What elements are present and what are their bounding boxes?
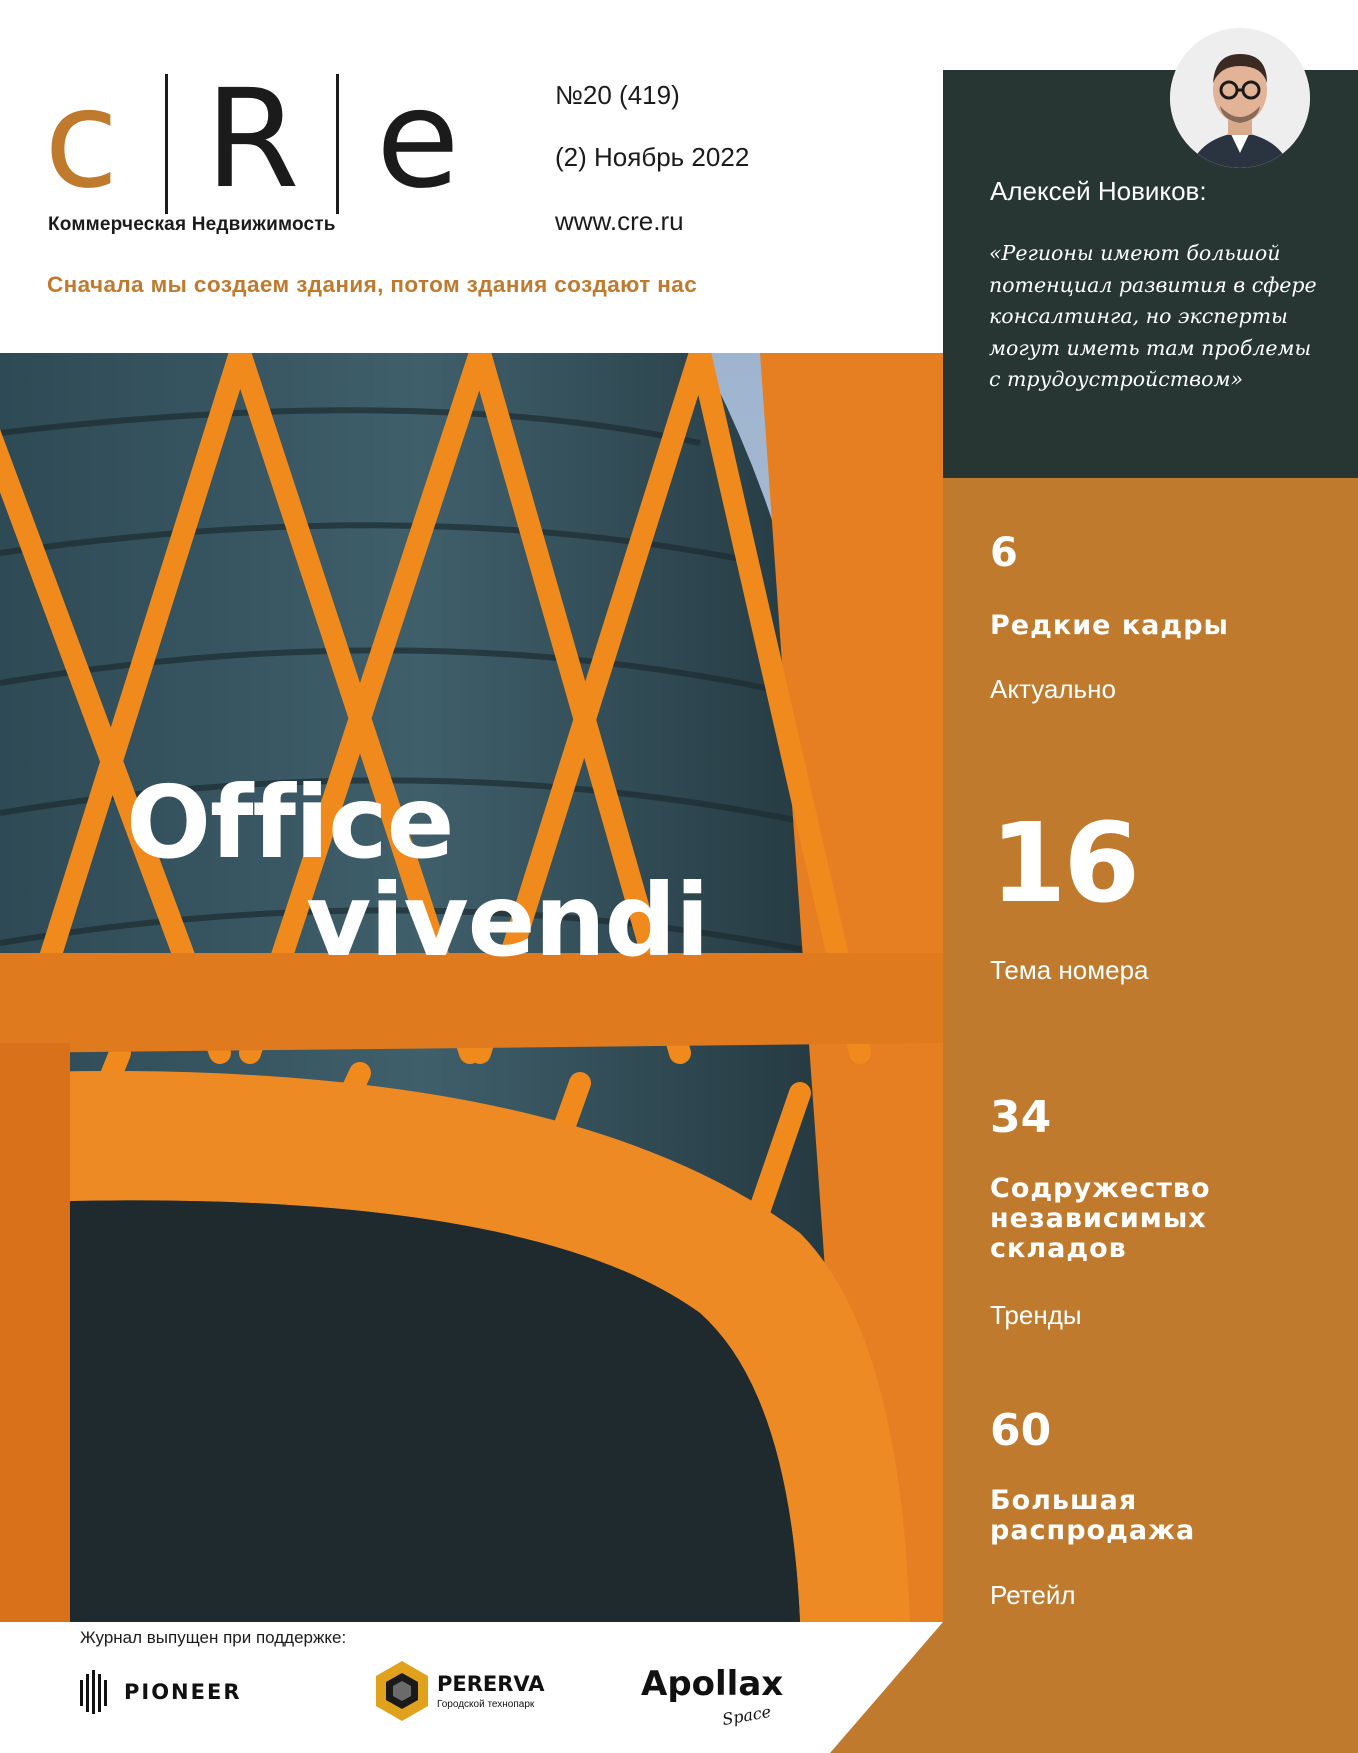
interview-name: Алексей Новиков: bbox=[990, 176, 1207, 206]
slogan: Сначала мы создаем здания, потом здания создают нас bbox=[47, 272, 698, 297]
portrait-illustration bbox=[1170, 28, 1310, 168]
cover-title-line2: vivendi bbox=[306, 862, 709, 979]
sponsor-name: Apollax bbox=[641, 1664, 784, 1704]
toc-section: Ретейл bbox=[990, 1580, 1076, 1610]
issue-date: (2) Ноябрь 2022 bbox=[555, 142, 750, 172]
sponsor-name: PIONEER bbox=[124, 1680, 242, 1704]
cover-title-line1: Office bbox=[126, 764, 454, 881]
toc-page-number: 60 bbox=[990, 1405, 1052, 1456]
toc-section: Тренды bbox=[990, 1300, 1082, 1330]
logo-divider bbox=[165, 74, 168, 214]
building-illustration bbox=[0, 353, 943, 1622]
logo-letter-c: c bbox=[44, 61, 119, 219]
toc-page-number: 6 bbox=[990, 530, 1018, 576]
pioneer-logo-icon bbox=[80, 1670, 110, 1714]
cover-photo bbox=[0, 353, 943, 1622]
pererva-logo-icon bbox=[376, 1661, 428, 1721]
interview-quote: «Регионы имеют большой потенциал развития в сфере консалтинга, но эксперты могут иметь там проблемы с трудоустройством» bbox=[989, 241, 1317, 391]
sponsor-tagline: Space bbox=[720, 1701, 773, 1730]
website-link[interactable]: www.cre.ru bbox=[555, 206, 684, 236]
logo-subtitle: Коммерческая Недвижимость bbox=[48, 214, 336, 235]
toc-headline: Большая распродажа bbox=[990, 1485, 1196, 1546]
toc-headline: Содружество независимых складов bbox=[990, 1173, 1211, 1264]
issue-number: №20 (419) bbox=[555, 80, 680, 110]
sponsor-name: PERERVA bbox=[437, 1672, 545, 1696]
toc-section: Актуально bbox=[990, 674, 1116, 704]
corner-accent bbox=[830, 1622, 943, 1753]
avatar bbox=[1170, 28, 1310, 168]
toc-headline: Редкие кадры bbox=[990, 610, 1229, 641]
toc-page-number: 34 bbox=[990, 1092, 1052, 1143]
logo-divider bbox=[336, 74, 339, 214]
logo-letter-e: e bbox=[376, 61, 460, 219]
sponsors-note: Журнал выпущен при поддержке: bbox=[80, 1628, 347, 1647]
toc-page-number: 16 bbox=[990, 799, 1138, 927]
logo-letter-r: R bbox=[205, 61, 300, 219]
sponsor-tagline: Городской технопарк bbox=[437, 1699, 535, 1710]
toc-section: Тема номера bbox=[990, 955, 1149, 985]
